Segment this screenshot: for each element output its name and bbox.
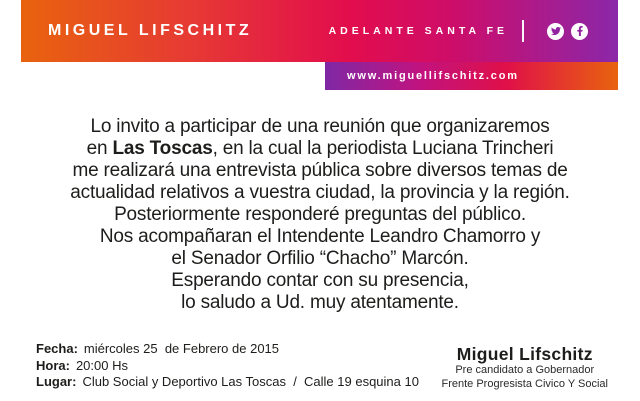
- invitation-line-4: actualidad relativos a vuestra ciudad, la provincia y la región.: [70, 182, 570, 203]
- twitter-icon[interactable]: [547, 23, 564, 40]
- slogan-text: ADELANTE SANTA FE: [328, 25, 508, 37]
- invitation-line-3: me realizará una entrevista pública sobre diversos temas de: [72, 160, 568, 181]
- invitation-line-2: [0, 138, 640, 160]
- event-time-row: [36, 358, 419, 375]
- place-label: Lugar:: [36, 374, 77, 389]
- invitation-line-8: Esperando contar con su presencia,: [171, 270, 469, 291]
- signature-name: Miguel Lifschitz: [456, 344, 593, 364]
- signature-party: Frente Progresista Civico Y Social: [441, 377, 608, 390]
- time-label: Hora:: [36, 357, 70, 373]
- invitation-line-5: Posteriormente responderé preguntas del público.: [114, 204, 526, 225]
- line2-highlight: Las Toscas: [112, 138, 213, 159]
- date-label: Fecha:: [36, 341, 78, 356]
- invitation-line-1: Lo invito a participar de una reunión que organizaremos: [90, 116, 550, 137]
- invitation-text: [0, 116, 640, 314]
- header-bar: [21, 0, 618, 62]
- time-value: 20:00 Hs: [75, 357, 128, 373]
- event-details: [36, 341, 419, 391]
- line2-prefix: en: [86, 138, 113, 159]
- website-url[interactable]: www.miguellifschitz.com: [347, 70, 519, 82]
- signature-role: Pre candidato a Gobernador: [455, 364, 595, 376]
- invitation-line-6: Nos acompañaran el Intendente Leandro Chamorro y: [99, 226, 541, 247]
- facebook-icon[interactable]: [571, 23, 588, 40]
- event-place-row: [36, 374, 419, 391]
- invitation-line-7: el Senador Orfilio “Chacho” Marcón.: [171, 248, 469, 269]
- date-value: miércoles 25 de Febrero de 2015: [83, 341, 280, 356]
- header-right-group: [329, 20, 588, 42]
- brand-name: MIGUEL LIFSCHITZ: [48, 22, 253, 39]
- invitation-line-9: lo saludo a Ud. muy atentamente.: [181, 292, 459, 313]
- social-icons: [540, 23, 588, 40]
- place-value: Club Social y Deportivo Las Toscas / Calle 19 esquina 10: [82, 374, 419, 389]
- header-divider: [522, 20, 524, 42]
- event-date-row: [36, 341, 419, 358]
- line2-suffix: , en la cual la periodista Luciana Trincheri: [212, 138, 554, 159]
- signature-block: [442, 345, 609, 390]
- website-bar[interactable]: [325, 62, 618, 90]
